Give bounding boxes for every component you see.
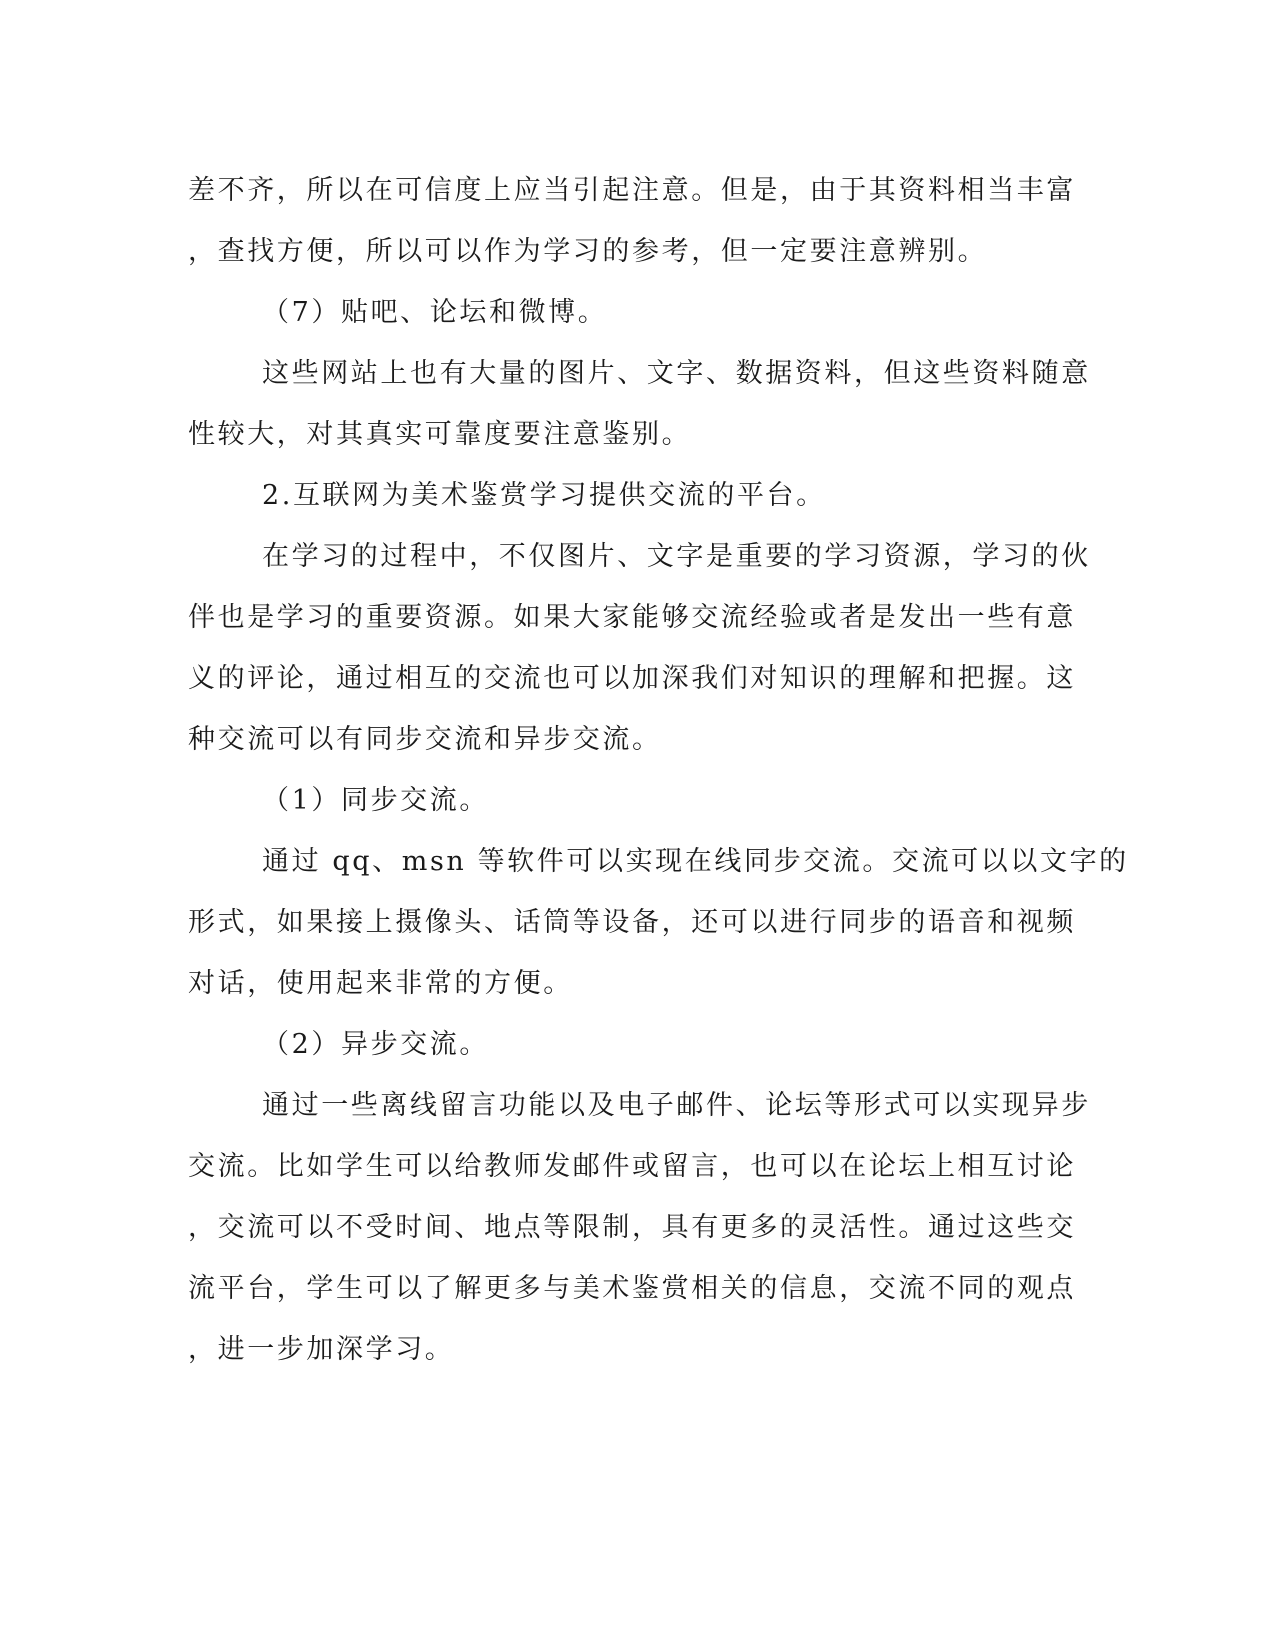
text-line: 这些网站上也有大量的图片、文字、数据资料，但这些资料随意 <box>262 358 1091 389</box>
text-line: （1）同步交流。 <box>262 785 489 816</box>
text-line: 伴也是学习的重要资源。如果大家能够交流经验或者是发出一些有意 <box>188 602 1076 633</box>
text-line: 义的评论，通过相互的交流也可以加深我们对知识的理解和把握。这 <box>188 663 1076 694</box>
text-line: 种交流可以有同步交流和异步交流。 <box>188 724 662 755</box>
text-line: ，查找方便，所以可以作为学习的参考，但一定要注意辨别。 <box>188 236 988 267</box>
text-line: 性较大，对其真实可靠度要注意鉴别。 <box>188 419 692 450</box>
text-line: 通过一些离线留言功能以及电子邮件、论坛等形式可以实现异步 <box>262 1090 1091 1121</box>
text-line: 交流。比如学生可以给教师发邮件或留言，也可以在论坛上相互讨论 <box>188 1151 1076 1182</box>
text-line: （2）异步交流。 <box>262 1029 489 1060</box>
text-line: 在学习的过程中，不仅图片、文字是重要的学习资源，学习的伙 <box>262 541 1091 572</box>
text-line: ，交流可以不受时间、地点等限制，具有更多的灵活性。通过这些交 <box>188 1212 1076 1243</box>
text-line: ，进一步加深学习。 <box>188 1334 455 1365</box>
text-line: 2.互联网为美术鉴赏学习提供交流的平台。 <box>262 480 826 511</box>
text-line: 形式，如果接上摄像头、话筒等设备，还可以进行同步的语音和视频 <box>188 907 1076 938</box>
text-line: 流平台，学生可以了解更多与美术鉴赏相关的信息，交流不同的观点 <box>188 1273 1076 1304</box>
text-line: 差不齐，所以在可信度上应当引起注意。但是，由于其资料相当丰富 <box>188 175 1076 206</box>
text-line: 对话，使用起来非常的方便。 <box>188 968 573 999</box>
text-line: 通过 qq、msn 等软件可以实现在线同步交流。交流可以以文字的 <box>262 846 1129 877</box>
text-line: （7）贴吧、论坛和微博。 <box>262 297 608 328</box>
body-text <box>188 165 1129 1385</box>
